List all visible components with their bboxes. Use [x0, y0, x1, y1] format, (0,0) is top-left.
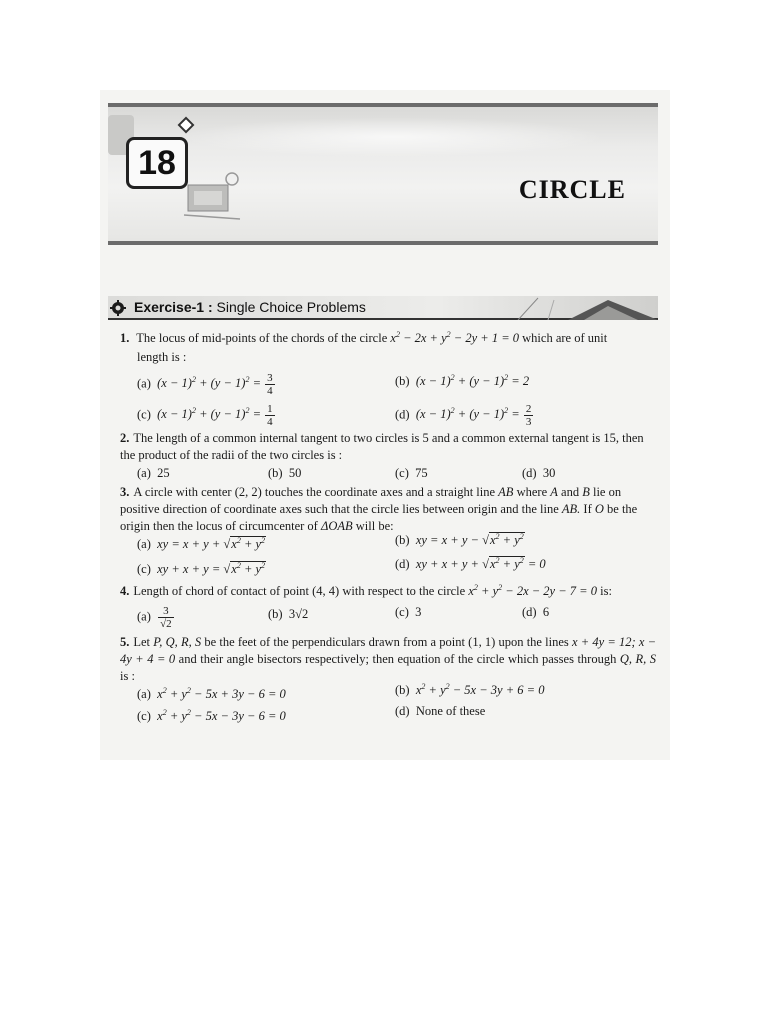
option-label: (c)	[395, 605, 409, 619]
chapter-number: 18	[126, 137, 188, 189]
math-var: AB.	[561, 502, 581, 516]
option-label: (c)	[395, 466, 409, 480]
option-2c[interactable]	[395, 466, 428, 481]
question-text: The length of a common internal tangent to two circles is 5 and a common external tangent is 15, then the product of the radii of the two circles is :	[120, 431, 644, 462]
gear-icon	[110, 300, 126, 316]
fraction: $\frac{3}{√2}$	[160, 605, 172, 630]
option-value: 25	[157, 466, 170, 480]
option-value: xy = $x + y + √x^2 + y^2$	[157, 535, 266, 551]
option-value: xy + $x + y + √x^2 + y^2 = 0$	[415, 555, 546, 571]
option-1d[interactable]	[395, 403, 534, 428]
option-4a[interactable]	[137, 605, 175, 630]
option-3b[interactable]	[395, 533, 525, 548]
question-text: where	[516, 485, 548, 499]
option-4d[interactable]	[522, 605, 549, 620]
option-value: $x^2 + y^2 - 5x - 3y + 6 = 0$	[415, 681, 545, 697]
option-2d[interactable]	[522, 466, 555, 481]
option-3a[interactable]	[137, 537, 266, 552]
question-number: 2.	[120, 431, 130, 445]
question-number: 1.	[120, 331, 130, 345]
math-var: O	[594, 502, 604, 516]
exercise-subtitle: Single Choice Problems	[216, 299, 366, 315]
option-4c[interactable]	[395, 605, 421, 620]
option-label: (a)	[137, 376, 151, 391]
question-text: and their angle bisectors respectively; then equation of the circle which passes through	[178, 652, 617, 666]
option-label: (a)	[137, 609, 151, 624]
option-5d[interactable]	[395, 704, 485, 719]
question-text: is :	[120, 669, 135, 683]
question-text: which are of unit	[522, 331, 608, 345]
chapter-title: CIRCLE	[518, 175, 626, 204]
option-label: (d)	[522, 466, 537, 480]
question-text: The locus of mid-points of the chords of the circle	[136, 331, 388, 345]
option-2a[interactable]	[137, 466, 170, 481]
equation: x + 4y = 12; x − 4y + 4 = 0	[120, 635, 657, 666]
option-value: $x^2 + y^2 - 5x + 3y - 6 = 0$	[157, 685, 286, 701]
option-label: (d)	[522, 605, 537, 619]
option-value: 50	[288, 466, 302, 480]
option-value: 6	[542, 605, 550, 619]
option-label: (a)	[137, 537, 151, 551]
option-2b[interactable]	[268, 466, 301, 481]
option-value: $(x - 1)^2 + (y - 1)^2$ =	[415, 406, 523, 422]
question-1-cont	[137, 349, 186, 366]
option-5b[interactable]	[395, 683, 544, 698]
option-value: $(x - 1)^2 + (y - 1)^2$ =	[157, 375, 265, 391]
option-value: xy + $x + y = √x^2 + y^2$	[157, 560, 266, 576]
fraction: $\frac{2}{3}$	[525, 403, 532, 428]
option-label: (b)	[268, 466, 283, 480]
option-label: (d)	[395, 704, 410, 718]
option-label: (a)	[137, 687, 151, 701]
question-5	[120, 634, 656, 685]
option-label: (c)	[137, 562, 151, 576]
exercise-decoration	[488, 296, 658, 320]
option-label: (b)	[395, 374, 410, 388]
option-value: $(x - 1)^2 + (y - 1)^2$ =	[157, 406, 265, 422]
question-text: If	[583, 502, 592, 516]
option-5a[interactable]	[137, 687, 286, 702]
option-label: (b)	[395, 683, 410, 697]
question-text: will be:	[355, 519, 394, 533]
fraction: $\frac{1}{4}$	[267, 403, 273, 428]
option-value: xy = $x + y - √x^2 + y^2$	[415, 531, 524, 547]
math-var: B	[582, 485, 590, 499]
question-number: 4.	[120, 584, 130, 598]
option-label: (b)	[395, 533, 410, 547]
option-label: (c)	[137, 407, 151, 422]
question-text: length is :	[137, 350, 187, 364]
exercise-header	[108, 296, 658, 320]
question-text: is:	[600, 584, 612, 598]
option-3d[interactable]	[395, 557, 546, 572]
question-text: Length of chord of contact of point (4, 4) with respect to the circle	[133, 584, 466, 598]
banner-highlight	[178, 117, 608, 157]
option-value: 30	[542, 466, 556, 480]
question-text: Let	[133, 635, 151, 649]
question-text: A circle with center (2, 2) touches the coordinate axes and a straight line	[133, 485, 496, 499]
option-value: 3	[415, 605, 422, 619]
option-label: (a)	[137, 466, 151, 480]
option-value: 75	[415, 466, 428, 480]
option-value: $(x - 1)^2 + (y - 1)^2 = 2$	[415, 372, 530, 388]
exercise-title	[134, 299, 366, 315]
option-value: None of these	[415, 704, 486, 718]
option-label: (d)	[395, 407, 410, 422]
question-number: 3.	[120, 485, 130, 499]
math-var: P, Q, R, S	[153, 635, 202, 649]
equation: $x^2 - 2x + y^2 - 2y + 1 = 0$	[390, 329, 520, 345]
option-value: $x^2 + y^2 - 5x - 3y - 6 = 0$	[157, 707, 286, 723]
option-1b[interactable]	[395, 374, 529, 389]
math-var: A	[550, 485, 558, 499]
question-2	[120, 430, 655, 464]
option-label: (b)	[268, 607, 283, 621]
option-1a[interactable]	[137, 372, 276, 397]
chapter-banner	[108, 103, 658, 245]
option-label: (c)	[137, 709, 151, 723]
question-number: 5.	[120, 635, 130, 649]
option-3c[interactable]	[137, 562, 266, 577]
question-4	[120, 583, 660, 600]
question-text: lie on positive direction of coordinate axes such that the circle lies between origin and the line	[120, 485, 622, 516]
question-text: be the feet of the perpendiculars drawn from a point (1, 1) upon the lines	[204, 635, 569, 649]
option-5c[interactable]	[137, 709, 286, 724]
question-text: and	[561, 485, 580, 499]
decorative-illustration	[180, 165, 250, 225]
math-var: ΔOAB	[320, 519, 353, 533]
option-value: 3√2	[288, 607, 309, 621]
option-label: (d)	[395, 557, 410, 571]
math-var: AB	[498, 485, 514, 499]
exercise-label: Exercise-1 :	[134, 299, 213, 315]
equation: $x^2 + y^2 - 2x - 2y - 7 = 0$	[468, 582, 597, 598]
question-text: be the origin then the locus of circumcenter of	[120, 502, 638, 533]
fraction: $\frac{3}{4}$	[267, 372, 273, 397]
option-1c[interactable]	[137, 403, 276, 428]
question-1	[120, 330, 660, 347]
math-var: Q, R, S	[619, 652, 657, 666]
option-4b[interactable]	[268, 607, 308, 622]
question-3	[120, 484, 658, 535]
